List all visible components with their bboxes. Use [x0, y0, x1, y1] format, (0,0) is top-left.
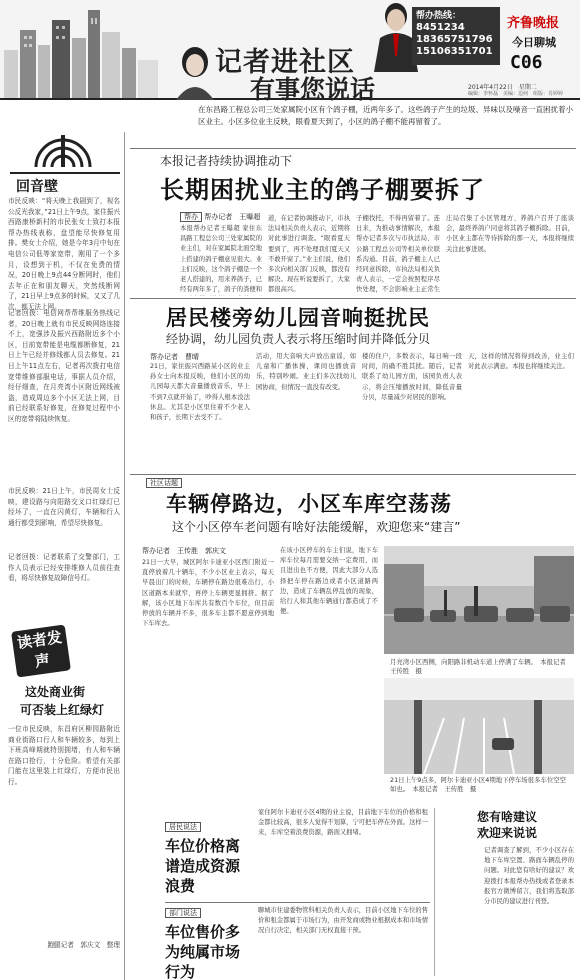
story-tag: 帮办 — [180, 212, 202, 222]
story-headline: 车辆停路边，小区车库空荡荡 — [166, 492, 452, 516]
editor-credits: 编辑：李怀磊 美编：边何 组版：肖婷婷 — [468, 91, 564, 97]
section-rule — [130, 148, 576, 149]
echo-item-text: 记者回拨：记者联系了交警部门，工作人员表示已经安排维修人员前往查看，将尽快修复故障信号灯。 — [8, 553, 120, 583]
suggestion-headline: 您有啥建议 — [476, 810, 537, 824]
reader-editor: 跑腿记者 郭庆文 整理 — [47, 941, 120, 949]
photo-caption: 21日上午9点多，阿尔卡迪亚小区4期地下停车场很多车位空空如也。 本报记者 王传胜 摄 — [390, 776, 567, 793]
byline-text: 帮办记者 曹晴 — [150, 353, 199, 361]
hotline-number: 15106351701 — [416, 46, 493, 57]
story-column: 道，在记者协调推动下，市执法局相关负责人表示，近期将对此事进行调查。“眼看夏天要到了，再不处理我们夏天又不敢开窗了。”业主们说，他们多次向相关部门反映，都没有解决。现在听说要拆了，大家都很高兴。 — [268, 215, 350, 294]
story-column: 本报帮办记者王曝超 家住东昌路工程总公司三处家属院的业主们，对在家属院北面空地上搭建的鸽子棚意见很大。业主们反映，这个鸽子棚是一个老人搭建的，用来养鸽子，已经有两年多了，鸽子的粪便和 — [180, 225, 262, 294]
story-column: 楼的住户，多数表示，每日响一段时间，的确不胜其扰。随后，记者联系了幼儿园方面，该园负责人表示，将会压缩播放时间，降低音量分贝，尽量减少对居民的影响。 — [362, 353, 462, 401]
garage-photo — [384, 678, 574, 774]
byline-text: 帮办记者 王曝超 — [204, 213, 261, 221]
page-masthead — [0, 0, 580, 104]
story-column: 活动，用大音响大声放出童谣，如儿童和广播体操，课间也播放音乐，特别吵闹。业主们多次找幼儿园协商，但情况一直没有改变。 — [256, 353, 356, 391]
sidebar-tag: 居民说法 — [165, 822, 201, 832]
sidebar-tag: 部门说法 — [165, 908, 201, 918]
sidebar-text: 聊城市住建委物管科相关负责人表示，目前小区地下车位的售价和租金都属于市场行为，由开发商或物业根据成本和市场情况自行决定，相关部门无权直接干预。 — [258, 907, 428, 935]
story-byline — [142, 546, 226, 556]
sidebar-divider — [434, 808, 435, 976]
street-parking-photo — [384, 546, 574, 654]
story-kicker: 本报记者持续协调推动下 — [160, 154, 293, 168]
sidebar-headline: 车位价格离谱造成资源浪费 — [165, 837, 241, 895]
page-number: C06 — [510, 52, 543, 73]
sidebar-tag-wrap — [165, 822, 201, 832]
hotline-number: 18365751796 — [416, 34, 493, 45]
echo-wall-label: 回音壁 — [10, 172, 120, 192]
story-column: 21日，家住振兴西路某小区的业主孙女士向本报反映，他们小区的幼儿园每天都大音量播放音乐，早上不到7点就开始了，吵得人根本没法休息。尤其是小区里住着不少老人和孩子，长期下去受不了。 — [150, 363, 250, 422]
sidebar-tag-wrap — [165, 908, 201, 918]
byline-text: 帮办记者 王传胜 郭庆文 — [142, 547, 226, 555]
sidebar-headline: 车位售价多为纯属市场行为 — [165, 923, 241, 980]
story-headline: 长期困扰业主的鸽子棚要拆了 — [160, 176, 485, 204]
issue-date: 2014年4月22日 星期二 — [468, 84, 537, 91]
echo-wall-icon — [28, 125, 98, 169]
photo-caption: 月亮湾小区西侧，向阳路非机动车道上停满了车辆。 本报记者 王传胜 摄 — [390, 658, 573, 675]
edition-name: 今日聊城 — [512, 36, 556, 49]
echo-item-text: 市民反映：21日上午，市民周女士反映，建设路与向阳路交叉口红绿灯已经坏了，一直在闪黄灯，车辆和行人通行都受到影响，希望尽快修复。 — [8, 487, 120, 527]
story-headline: 居民楼旁幼儿园音响挺扰民 — [166, 306, 430, 330]
echo-item-text: 记者回拨：电信网帮帮维服务热线记者，20日晚上就有市民反映网络连接不上，宽强涉及振兴西路附近多个小区，目前宽带能是电缆都断修复，21日上午已经并修线都人员去修复。21日上午11点左右，记者再次拨打电信宽带维修部服电话，事据人员介绍，经仔细查，在月亮湾小区附近网线被盗，造成周边多个小区无法上网，目前已经联系好修复，在修复过程中小区的宽带将陆续恢复。 — [8, 309, 120, 423]
hotline-box — [412, 7, 500, 65]
story-tag: 社区话题 — [146, 478, 182, 488]
story-subhead: 经协调，幼儿园负责人表示将压缩时间并降低分贝 — [166, 332, 431, 346]
reporter-portrait-female — [172, 44, 218, 100]
sidebar-text: 家住阿尔卡迪亚小区4期的业主说，目前地下车位的价格和租金都比较高，很多人觉得不划算，宁可把车停在外面。这样一来，车库空着浪费资源，路面又拥堵。 — [258, 809, 428, 837]
column-intro: 在东昌路工程总公司三处家属院小区有个鸽子棚，近两年多了。这些鸽子产生的垃圾、异味以及噪音一直困扰着小区业主。小区多位业主反映，眼看夏天到了，小区的鸽子棚不能再留着了。 — [198, 105, 573, 126]
column-title-line-1: 记者进社区 — [215, 47, 355, 78]
column-title-line-2: 有事您说话 — [250, 75, 376, 104]
section-rule — [130, 298, 576, 299]
paper-name: 齐鲁晚报 — [507, 16, 560, 31]
hotline-number: 8451234 — [416, 22, 465, 33]
section-rule — [165, 902, 430, 903]
section-rule — [130, 474, 576, 475]
story-byline — [150, 352, 199, 362]
story-column: 在该小区停车的车主们说，地下车库车位每月需要交纳一定费用，而且进出也不方便，因此大部分人选择把车停在路边或者小区道路两边，造成了车辆乱停乱放的现象，给行人和其他车辆通行都造成了不便。 — [280, 547, 378, 616]
story-column: 21日一大早，城区阿尔卡迪亚小区西门附近一直停放着几十辆车，不少小区业主表示，每天早晨出门的时候，车辆停在路边很难出行，小区道路本来就窄，再停上车辆更显拥挤。据了解，该小区地下车库共有数百个车位，但目前停放的车辆并不多，很多车主都不愿意停到地下车库去。 — [142, 559, 274, 628]
story-column: 天，这样的情况将得到改善，业主们对此表示满意。本报也将继续关注。 — [468, 353, 574, 371]
story-column: 庄局召集了小区管理方、养鸽户召开了座谈会，最终养鸽户同意将其鸽子棚拆除。目前，小区业主都在等待拆除的那一天，本报将继续关注此事进展。 — [446, 215, 574, 253]
echo-item-text: 市民反映：“将天晚上我剧到了，视名公反光我家，”21日上午9点，家住振兴西路康桥新村的市民张女士致打本报帮办热线表称，盘望能尽快修复用排。樊女士介绍，她是今年3月中旬在电信公司低等家宽带，刚用了一个多月，设想到于机，不仅在免费的情况，20日晚上9点44分断网时，他们去年正在和朋友聊天，突然线断网了，21日早上9点多的时候，又又了几次，都无法上网。 — [8, 197, 120, 311]
reader-text: 一位市民反映，东昌府区柳园路附近商业街路口行人和车辆较多，每到上下班高峰期就特别拥堵，有人和车辆在路口抢行，十分危险。希望有关部门能在这里装上红绿灯，方便市民出行。 — [8, 725, 120, 786]
story-subhead: 这个小区停车老问题有啥好法能缓解，欢迎您来“建言” — [172, 520, 461, 534]
story-column: 子棚找托，不得再留着了。连日来，为推动事情解决，本报帮办记者多次与市执法局、市公路工程总公司等相关单位联系沟通。目前，鸽子棚主人已经同意拆除，市执法局相关负责人表示，一定会按照程序尽快处理，不会影响业主正常生 — [356, 215, 440, 294]
reader-voice-badge: 读者发声 — [11, 624, 71, 677]
reader-headline: 这处商业街 — [25, 685, 86, 699]
city-skyline-illustration — [0, 10, 200, 98]
suggestion-text: 记者调查了解到，不少小区存在地下车库空置、路面车辆乱停的问题。对此您有啥好的建议？欢迎拨打本报帮办热线或者登录本报官方微博留言，我们将选取部分市民的建议进行刊登。 — [484, 847, 574, 906]
story-tag-wrap — [146, 478, 182, 488]
story-byline — [180, 212, 260, 222]
hotline-label: 帮办热线： — [416, 11, 462, 21]
reader-headline: 可否装上红绿灯 — [20, 703, 105, 717]
suggestion-headline: 欢迎来说说 — [476, 826, 537, 840]
